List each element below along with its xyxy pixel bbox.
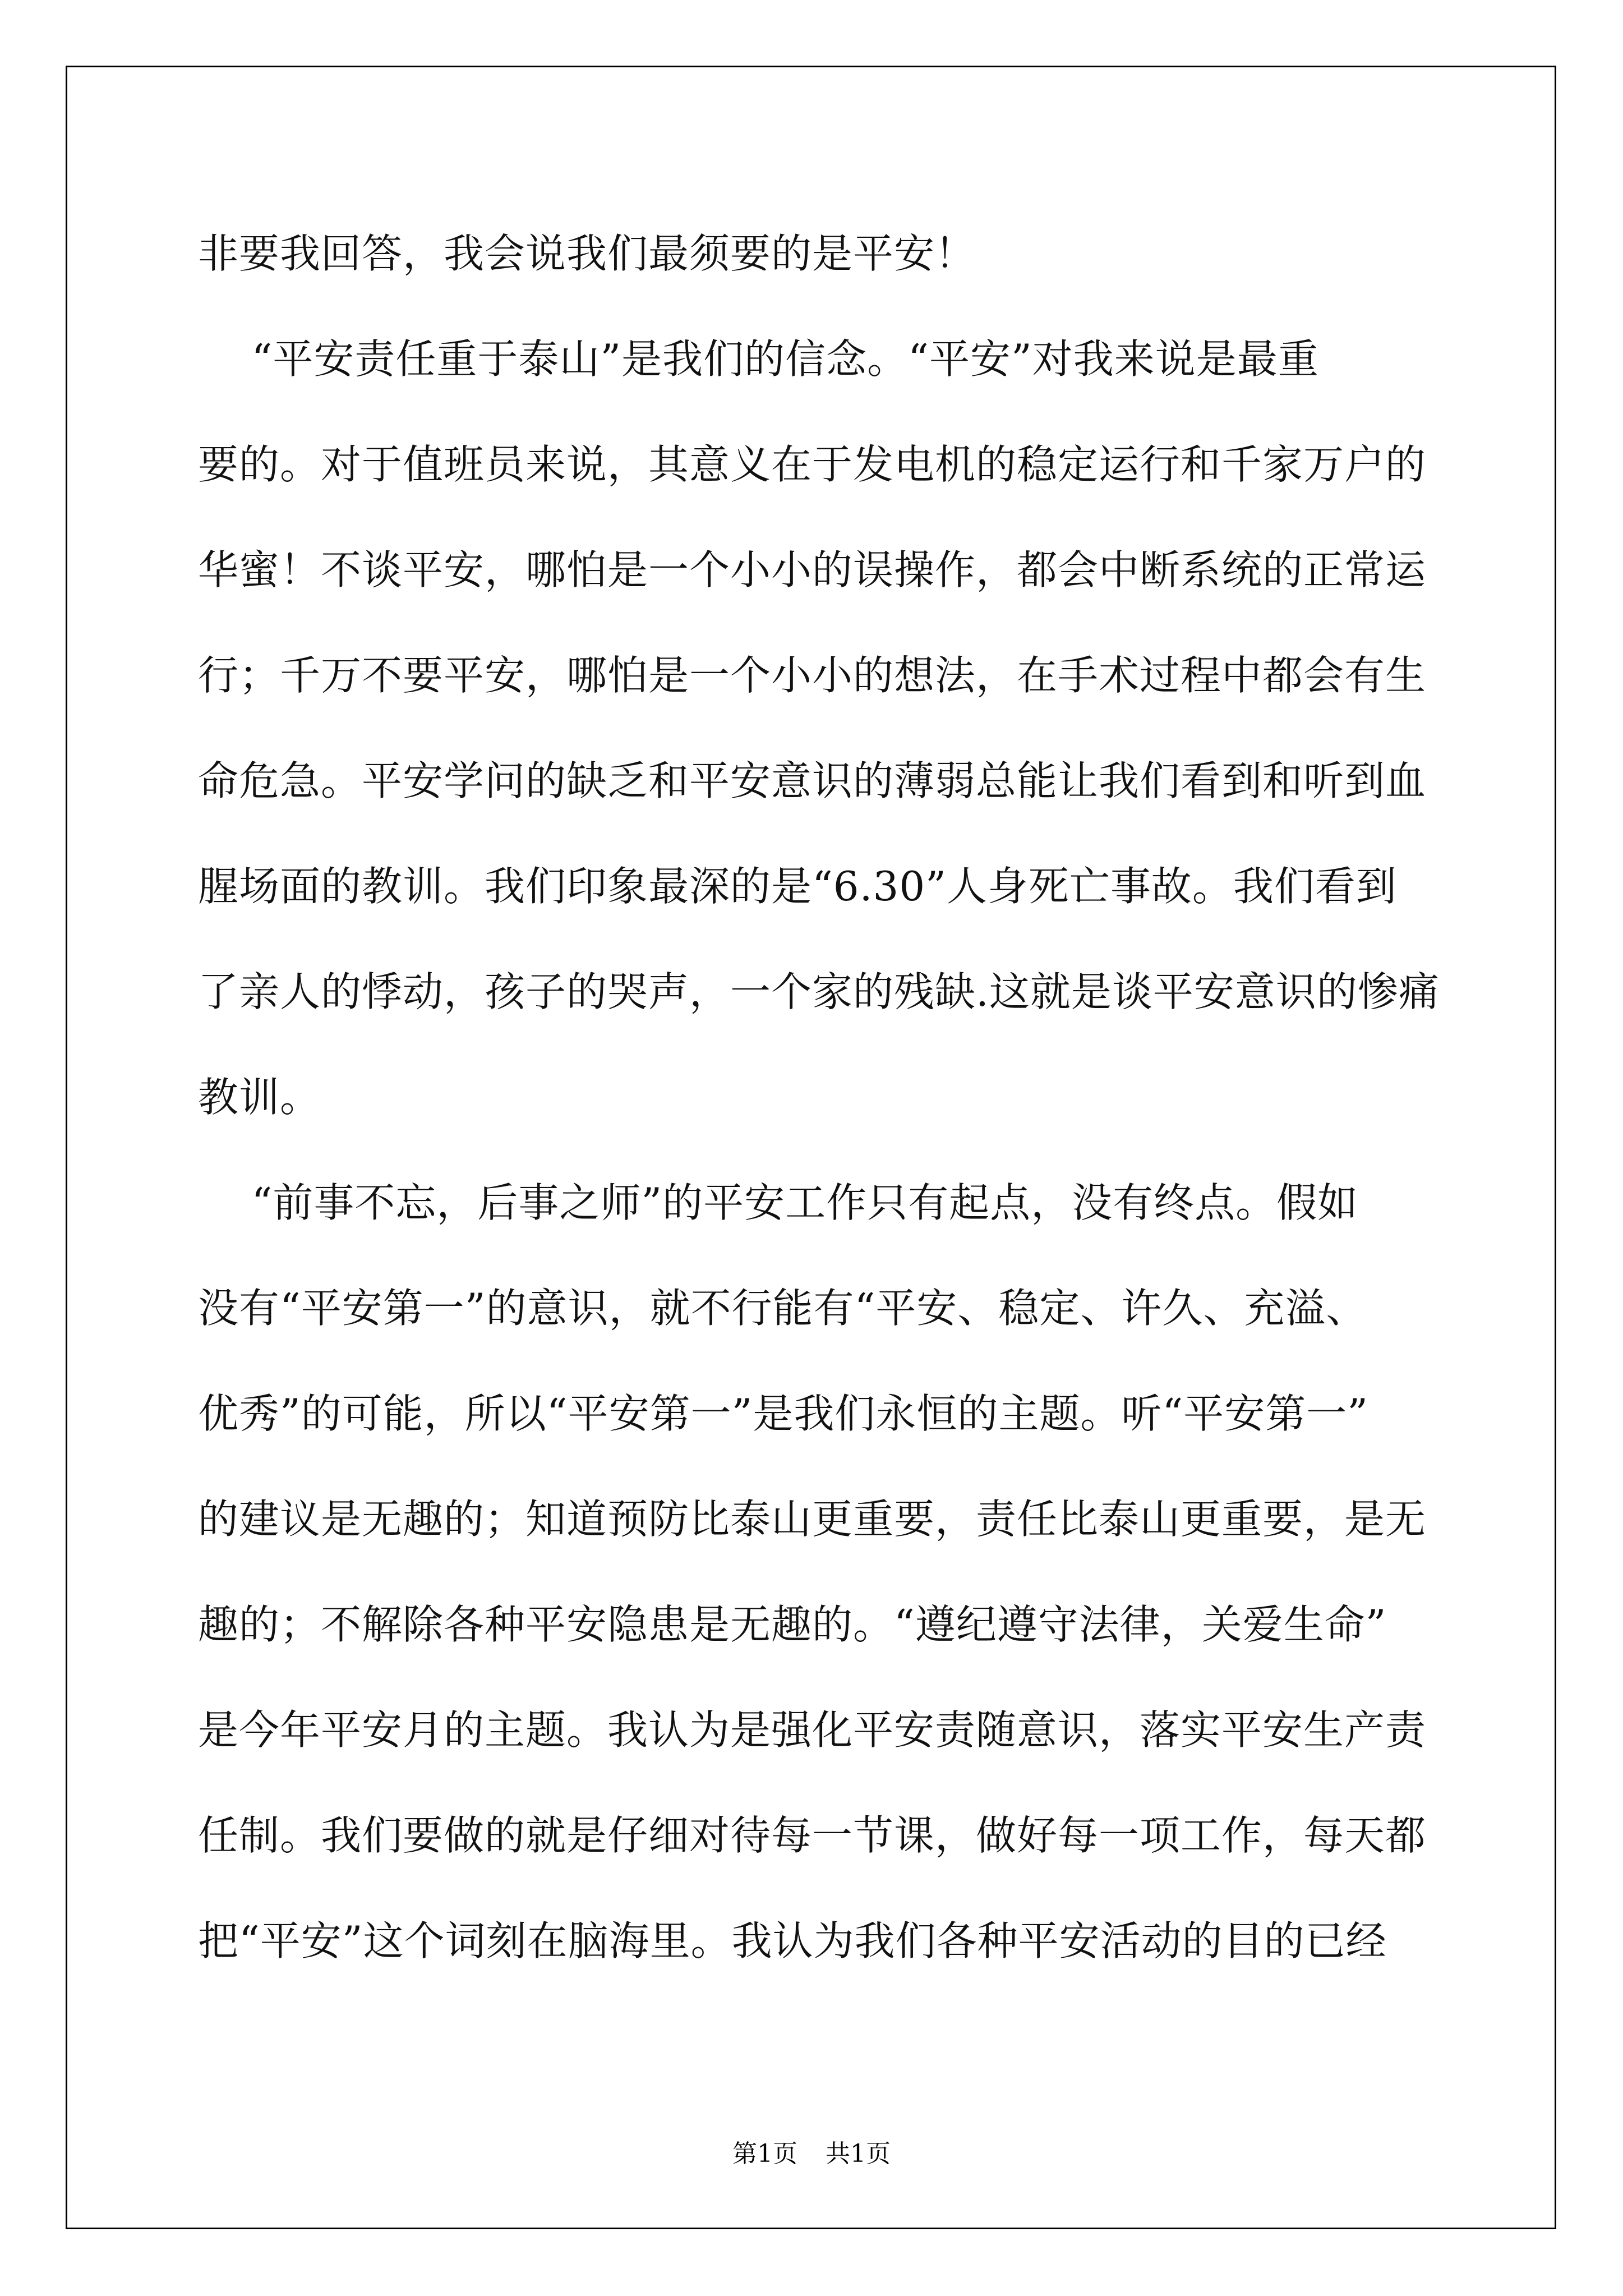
- text-line: 趣的；不解除各种平安隐患是无趣的。“遵纪遵守法律，关爱生命”: [198, 1601, 1387, 1648]
- text-line: 任制。我们要做的就是仔细对待每一节课，做好每一项工作，每天都: [198, 1812, 1427, 1859]
- page-total: 共1页: [826, 2139, 891, 2168]
- text-line: 教训。: [198, 1074, 321, 1121]
- text-line: 华蜜！不谈平安，哪怕是一个小小的误操作，都会中断系统的正常运: [198, 546, 1427, 593]
- text-line: 命危急。平安学问的缺乏和平安意识的薄弱总能让我们看到和听到血: [198, 757, 1427, 804]
- text-line: 了亲人的悸动，孩子的哭声，一个家的残缺.这就是谈平安意识的惨痛: [198, 968, 1440, 1015]
- text-line: 是今年平安月的主题。我认为是强化平安责随意识，落实平安生产责: [198, 1706, 1427, 1754]
- text-line: 腥场面的教训。我们印象最深的是“6.30”人身死亡事故。我们看到: [198, 863, 1397, 910]
- text-line: 把“平安”这个词刻在脑海里。我认为我们各种平安活动的目的已经: [198, 1917, 1387, 1964]
- text-line: 优秀”的可能，所以“平安第一”是我们永恒的主题。听“平安第一”: [198, 1390, 1369, 1437]
- text-line: 没有“平安第一”的意识，就不行能有“平安、稳定、许久、充溢、: [198, 1285, 1367, 1332]
- document-body: [198, 201, 1443, 1994]
- text-line: “前事不忘，后事之师”的平安工作只有起点，没有终点。假如: [198, 1179, 1359, 1226]
- text-line: “平安责任重于泰山”是我们的信念。“平安”对我来说是最重: [198, 335, 1319, 383]
- page-number: 第1页: [732, 2139, 797, 2168]
- text-line: 非要我回答，我会说我们最须要的是平安！: [198, 230, 976, 277]
- text-line: 行；千万不要平安，哪怕是一个小小的想法，在手术过程中都会有生: [198, 652, 1427, 699]
- text-line: 的建议是无趣的；知道预防比泰山更重要，责任比泰山更重要，是无: [198, 1496, 1427, 1543]
- page-footer: [0, 2137, 1623, 2171]
- text-line: 要的。对于值班员来说，其意义在于发电机的稳定运行和千家万户的: [198, 441, 1427, 488]
